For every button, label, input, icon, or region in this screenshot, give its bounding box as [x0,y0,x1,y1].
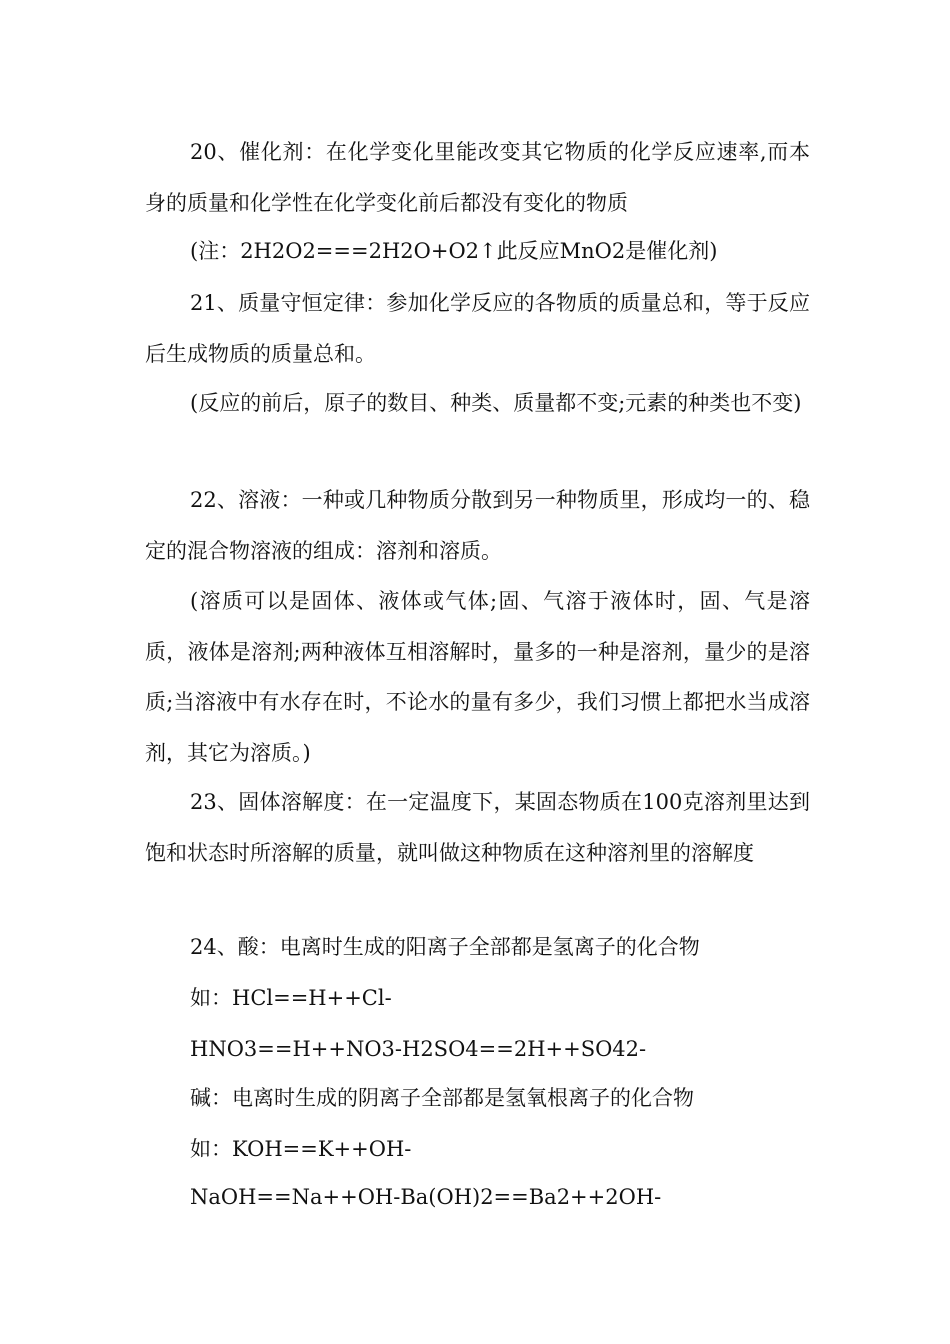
base-example-koh: 如：KOH==K++OH- [190,1137,412,1161]
note-22-solute-solvent: (溶质可以是固体、液体或气体;固、气溶于液体时，固、气是溶质，液体是溶剂;两种液体互相溶解时，量多的一种是溶剂，量少的是溶质;当溶液中有水存在时，不论水的量有多少，我们习惯上都把水当成溶剂，其它为溶质。) [145,589,810,765]
acid-example-hcl: 如：HCl==H++Cl- [190,986,392,1010]
note-21-mass-conservation: (反应的前后，原子的数目、种类、质量都不变;元素的种类也不变) [190,391,802,415]
paragraph-22-solution: 22、溶液：一种或几种物质分散到另一种物质里，形成均一的、稳定的混合物溶液的组成：溶剂和溶质。 [145,488,810,563]
base-example-naoh-baoh2: NaOH==Na++OH-Ba(OH)2==Ba2++2OH- [190,1185,662,1209]
acid-example-hno3-h2so4: HNO3==H++NO3-H2SO4==2H++SO42- [190,1037,647,1061]
paragraph-24-acid: 24、酸：电离时生成的阳离子全部都是氢离子的化合物 [190,935,700,959]
paragraph-20-catalyst: 20、催化剂：在化学变化里能改变其它物质的化学反应速率,而本身的质量和化学性在化学变化前后都没有变化的物质 [145,140,810,215]
paragraph-21-mass-conservation: 21、质量守恒定律：参加化学反应的各物质的质量总和，等于反应后生成物质的质量总和。 [145,291,810,366]
note-20-catalyst-example: (注：2H2O2===2H2O+O2↑此反应MnO2是催化剂) [190,239,718,263]
paragraph-base: 碱：电离时生成的阴离子全部都是氢氧根离子的化合物 [190,1086,694,1110]
paragraph-23-solubility: 23、固体溶解度：在一定温度下，某固态物质在100克溶剂里达到饱和状态时所溶解的质量，就叫做这种物质在这种溶剂里的溶解度 [145,790,810,865]
